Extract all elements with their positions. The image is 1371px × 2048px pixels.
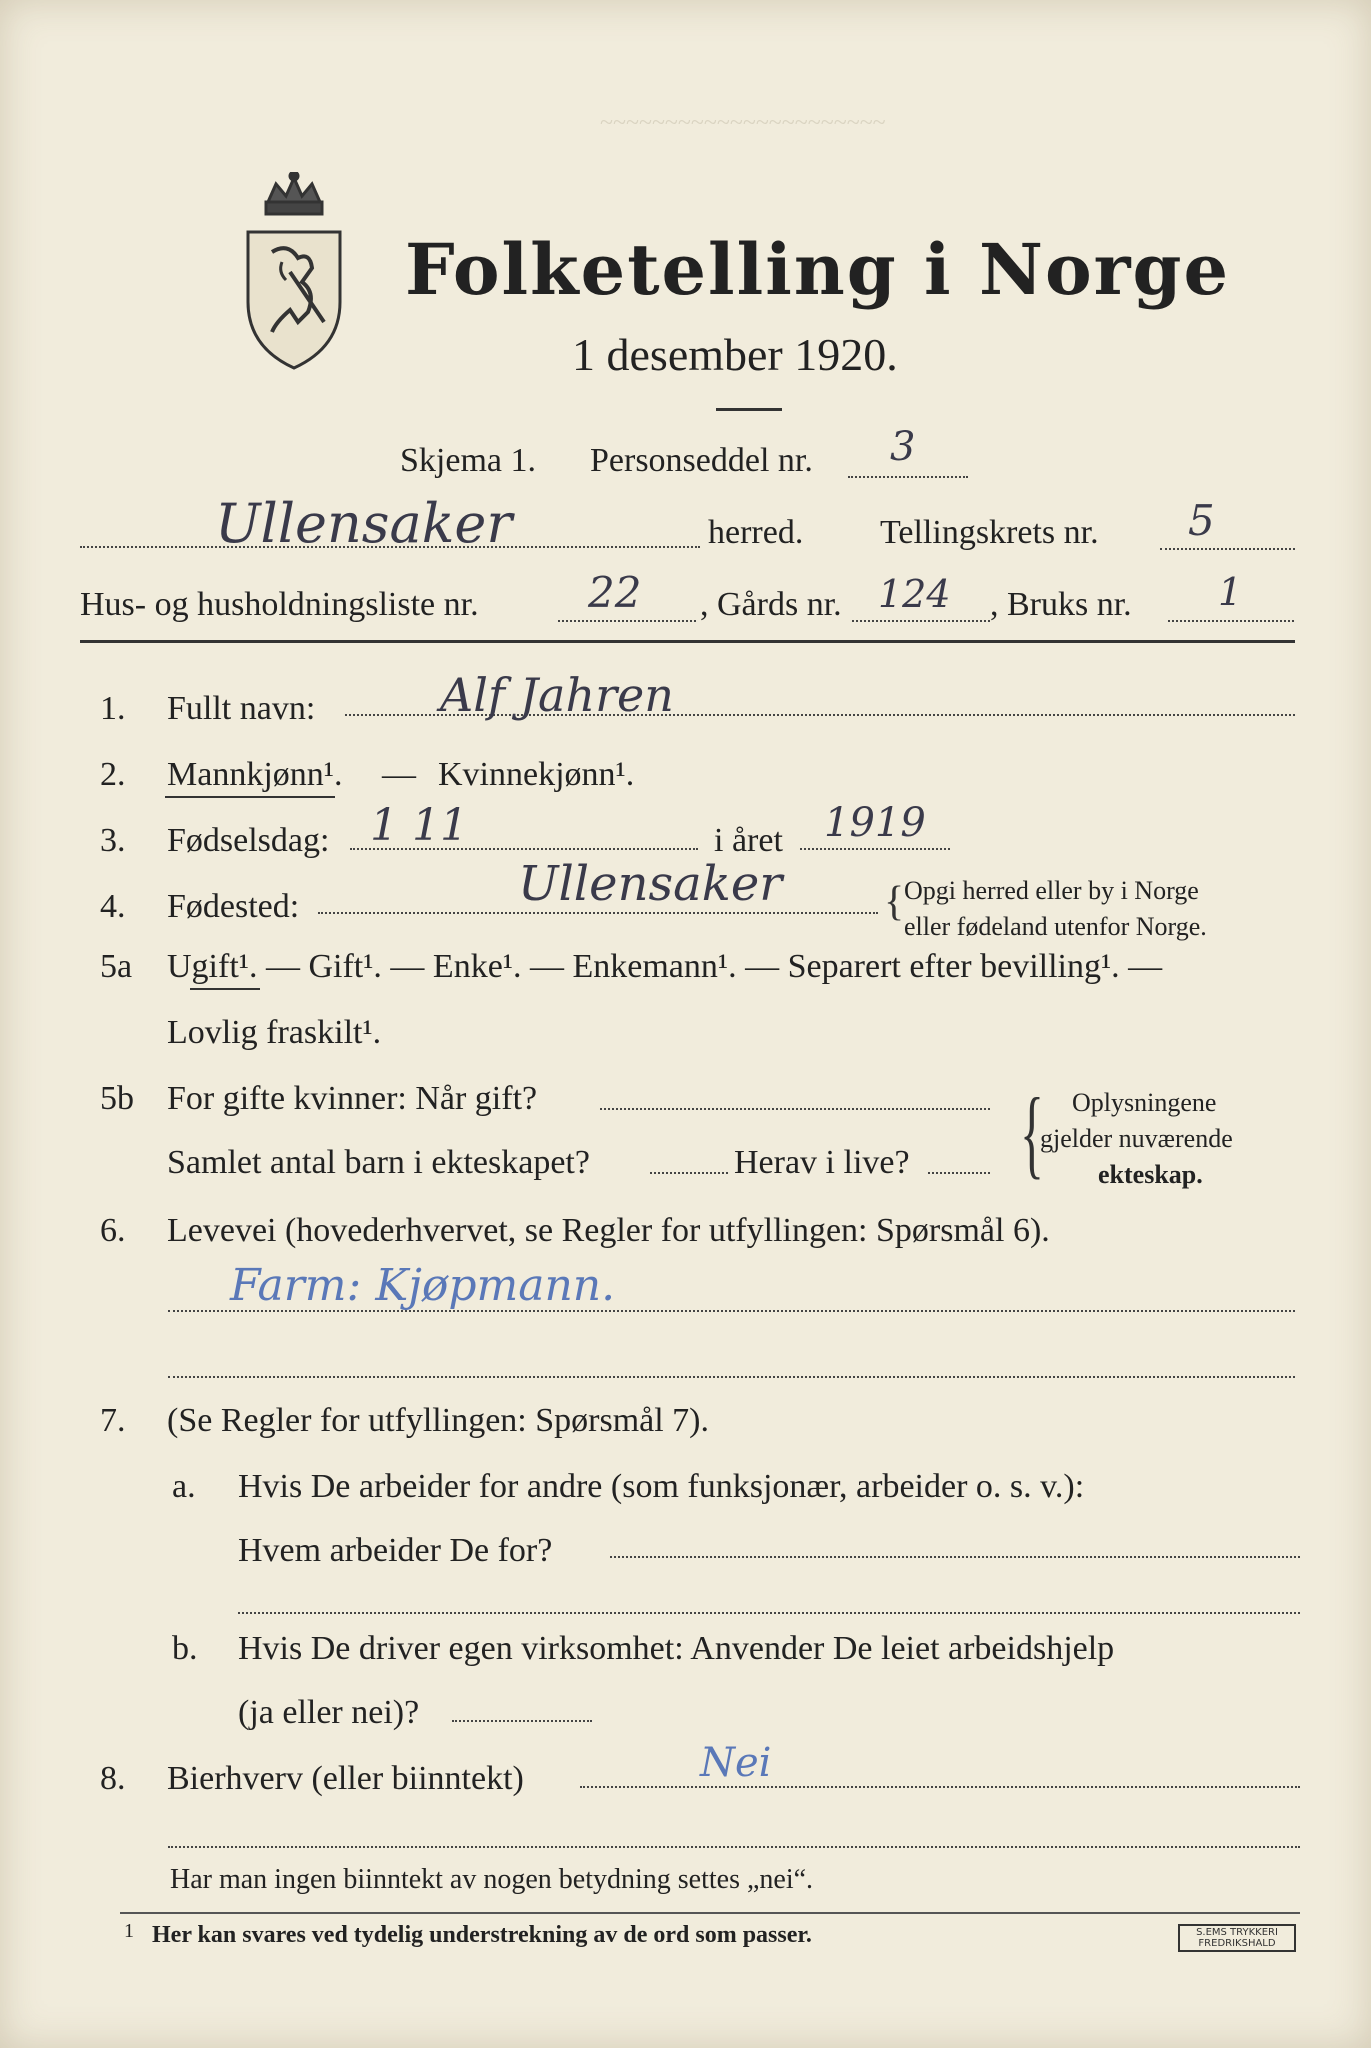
bruks-label: , Bruks nr. (990, 586, 1132, 623)
q4-note-2: eller fødeland utenfor Norge. (904, 912, 1207, 941)
q2-male: Mannkjønn¹. (167, 756, 343, 793)
q5b-line-2a: Samlet antal barn i ekteskapet? (167, 1144, 590, 1181)
form-date: 1 desember 1920. (572, 329, 898, 380)
q6-number: 6. (100, 1212, 126, 1249)
nei-note: Har man ingen biinntekt av nogen betydning settes „nei“. (170, 1864, 814, 1895)
printer-stamp: S.EMS TRYKKERI FREDRIKSHALD (1178, 1924, 1296, 1952)
q5b-line-2b: Herav i live? (734, 1144, 910, 1181)
q3-year-value: 1919 (824, 800, 926, 846)
norway-coat-of-arms-icon (238, 172, 350, 372)
q4-value: Ullensaker (518, 856, 783, 912)
q5a-line-1: Ugift¹. — Gift¹. — Enke¹. — Enkemann¹. — Separert efter bevilling¹. — (167, 948, 1163, 985)
gards-label: , Gårds nr. (700, 586, 842, 623)
q8-value: Nei (700, 1740, 772, 1786)
q5a-ugift-underline (190, 988, 260, 990)
tellingskrets-label: Tellingskrets nr. (880, 514, 1099, 551)
q4-label: Fødested: (167, 888, 300, 925)
title-divider (716, 408, 782, 411)
q5b-note-2: gjelder nuværende (1040, 1124, 1233, 1153)
q1-number: 1. (100, 690, 126, 727)
gards-value: 124 (878, 572, 951, 616)
q5a-line-2: Lovlig fraskilt¹. (167, 1014, 382, 1051)
footnote-rule (120, 1912, 1300, 1914)
q7b-line-2: (ja eller nei)? (238, 1694, 420, 1731)
q8-label: Bierhverv (eller biinntekt) (167, 1760, 524, 1797)
q3-number: 3. (100, 822, 126, 859)
q5a-number: 5a (100, 948, 133, 985)
q7b-number: b. (172, 1630, 198, 1667)
q7b-line-1: Hvis De driver egen virksomhet: Anvender De leiet arbeidshjelp (238, 1630, 1115, 1667)
hus-value: 22 (588, 568, 642, 617)
q2-separator: — (382, 756, 416, 793)
q1-label: Fullt navn: (167, 690, 316, 727)
q7-label: (Se Regler for utfyllingen: Spørsmål 7). (167, 1402, 710, 1439)
herred-value: Ullensaker (215, 492, 513, 555)
q5b-brace: { (1020, 1077, 1044, 1188)
q3-year-label: i året (714, 822, 783, 859)
form-title: Folketelling i Norge (405, 228, 1231, 311)
q6-label: Levevei (hovederhvervet, se Regler for utfyllingen: Spørsmål 6). (167, 1212, 1050, 1249)
schema-label: Skjema 1. (400, 442, 536, 479)
q7a-number: a. (172, 1468, 196, 1505)
bruks-value: 1 (1218, 570, 1243, 614)
q6-value: Farm: Kjøpmann. (230, 1260, 616, 1311)
q3-label: Fødselsdag: (167, 822, 330, 859)
q2-female: Kvinnekjønn¹. (438, 756, 635, 793)
header-rule (80, 640, 1295, 643)
q7a-line-1: Hvis De arbeider for andre (som funksjonær, arbeider o. s. v.): (238, 1468, 1085, 1505)
q4-brace: { (884, 879, 905, 925)
hus-label: Hus- og husholdningsliste nr. (80, 586, 479, 623)
q8-number: 8. (100, 1760, 126, 1797)
q5b-number: 5b (100, 1080, 134, 1117)
tellingskrets-value: 5 (1188, 496, 1215, 545)
q1-value: Alf Jahren (440, 668, 674, 722)
q3-value: 1 11 (370, 800, 468, 851)
personseddel-value: 3 (890, 424, 916, 470)
herred-label: herred. (708, 514, 804, 551)
q4-number: 4. (100, 888, 126, 925)
footnote-text: Her kan svares ved tydelig understrekning av de ord som passer. (152, 1922, 812, 1948)
q7-number: 7. (100, 1402, 126, 1439)
personseddel-label: Personseddel nr. (590, 442, 813, 479)
q7a-line-2: Hvem arbeider De for? (238, 1532, 553, 1569)
q5b-line-1: For gifte kvinner: Når gift? (167, 1080, 538, 1117)
q5b-note-3: ekteskap. (1098, 1160, 1203, 1189)
q2-male-underline (165, 796, 335, 798)
show-through: ~~~~~~~~~~~~~~~~~~~~~~ (600, 110, 886, 136)
q2-number: 2. (100, 756, 126, 793)
q4-note-1: Opgi herred eller by i Norge (904, 876, 1199, 905)
q5b-note-1: Oplysningene (1072, 1088, 1217, 1117)
footnote-number: 1 (124, 1920, 134, 1942)
